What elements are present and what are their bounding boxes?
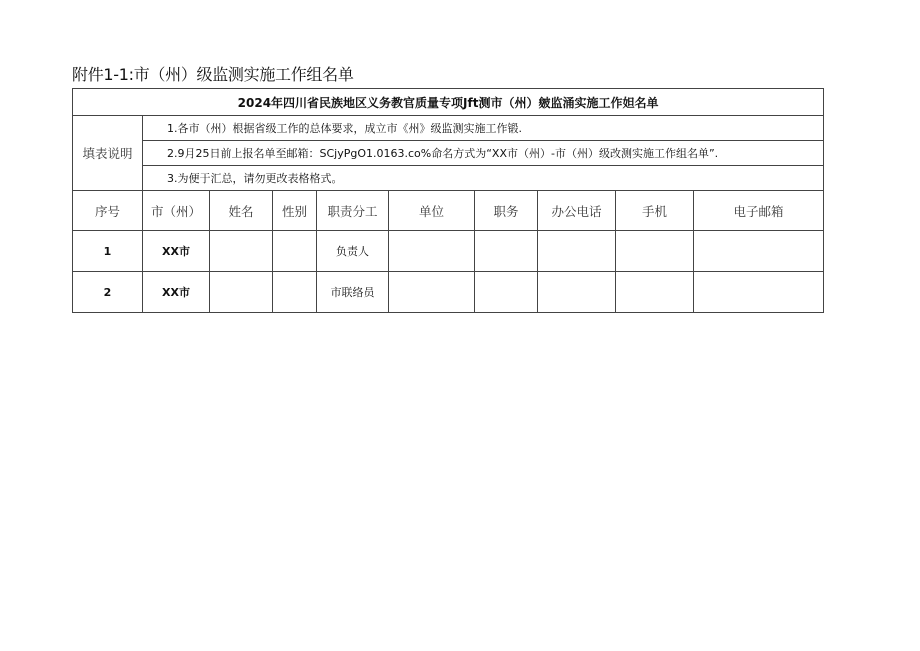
column-header-position: 职务 [475, 191, 538, 231]
column-header-index: 序号 [73, 191, 143, 231]
column-header-name: 姓名 [210, 191, 273, 231]
cell-gender[interactable] [273, 272, 317, 313]
document-heading: 附件1-1:市（州）级监测实施工作组名单 [72, 65, 354, 84]
cell-name[interactable] [210, 231, 273, 272]
instructions-label: 填表说明 [73, 116, 143, 191]
instruction-item: 2.9月25日前上报名单至邮箱：SCjyPgO1.0163.co%命名方式为“XX市（州）-市（州）级改测实施工作组名单”. [143, 141, 824, 166]
cell-email[interactable] [694, 272, 824, 313]
instruction-row [73, 166, 824, 191]
table-title: 2024年四川省民族地区义务教官质量专项Jft测市（州）皴监涌实施工作妲名单 [73, 89, 824, 116]
cell-mobile[interactable] [616, 272, 694, 313]
instruction-row [73, 116, 824, 141]
instruction-item: 3.为便于汇总，请勿更改表格格式。 [143, 166, 824, 191]
cell-index: 1 [73, 231, 143, 272]
cell-role: 负责人 [317, 231, 389, 272]
column-header-mobile: 手机 [616, 191, 694, 231]
column-header-email: 电子邮箱 [694, 191, 824, 231]
cell-mobile[interactable] [616, 231, 694, 272]
cell-office-phone[interactable] [538, 272, 616, 313]
cell-unit[interactable] [389, 272, 475, 313]
roster-table [72, 88, 824, 313]
column-header-gender: 性别 [273, 191, 317, 231]
column-header-city: 市（州） [143, 191, 210, 231]
table-title-row [73, 89, 824, 116]
cell-name[interactable] [210, 272, 273, 313]
column-header-role: 职责分工 [317, 191, 389, 231]
instruction-row [73, 141, 824, 166]
column-header-row [73, 191, 824, 231]
instruction-item: 1.各市（州）根据省级工作的总体要求，成立市《州》级监测实施工作锻. [143, 116, 824, 141]
cell-position[interactable] [475, 272, 538, 313]
cell-gender[interactable] [273, 231, 317, 272]
cell-unit[interactable] [389, 231, 475, 272]
cell-city: XX市 [143, 231, 210, 272]
cell-position[interactable] [475, 231, 538, 272]
cell-city: XX市 [143, 272, 210, 313]
cell-email[interactable] [694, 231, 824, 272]
table-row [73, 231, 824, 272]
table-row [73, 272, 824, 313]
column-header-office-phone: 办公电话 [538, 191, 616, 231]
cell-role: 市联络员 [317, 272, 389, 313]
cell-office-phone[interactable] [538, 231, 616, 272]
column-header-unit: 单位 [389, 191, 475, 231]
cell-index: 2 [73, 272, 143, 313]
